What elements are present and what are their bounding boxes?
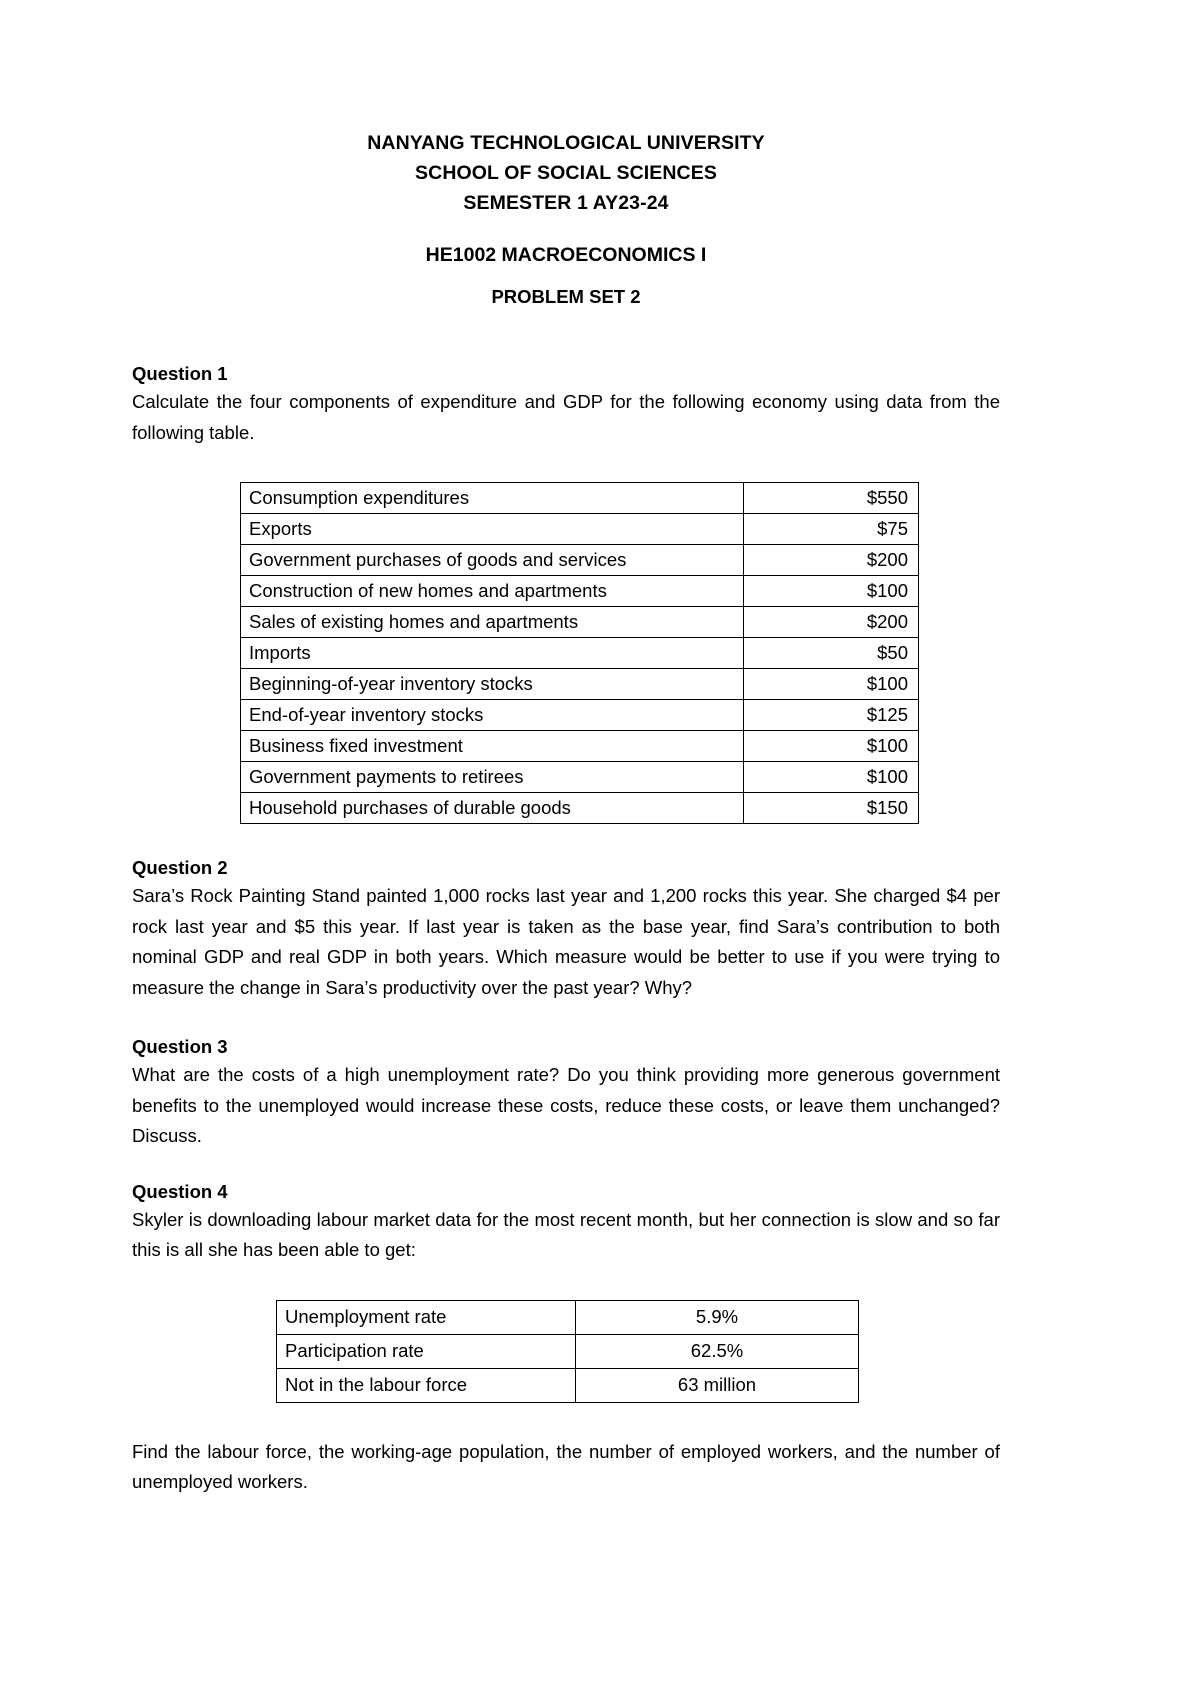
table-row [241,793,919,824]
expenditure-row-label: Imports [241,638,744,669]
header-course-title: HE1002 MACROECONOMICS I [425,244,707,266]
expenditure-row-value: $100 [744,762,919,793]
table-row [241,514,919,545]
table-row [241,576,919,607]
question-3-heading: Question 3 [132,1036,228,1057]
expenditure-row-value: $200 [744,607,919,638]
expenditure-row-value: $50 [744,638,919,669]
expenditure-row-value: $100 [744,731,919,762]
expenditure-row-label: Construction of new homes and apartments [241,576,744,607]
labour-market-table [276,1300,859,1403]
expenditure-row-value: $75 [744,514,919,545]
question-2-body: Sara’s Rock Painting Stand painted 1,000 rocks last year and 1,200 rocks this year. She charged $4 per rock last year and $5 this year. If last year is taken as the base year, find Sara’s contribution to both nominal GDP and real GDP in both years. Which measure would be better to use if you were trying to measure the change in Sara’s productivity over the past year? Why? [132,885,1000,998]
spacer [132,1003,1000,1033]
table-row [241,669,919,700]
table-row [277,1300,859,1334]
expenditure-row-label: Business fixed investment [241,731,744,762]
question-4-closing-instruction: Find the labour force, the working-age population, the number of employed workers, and the number of unemployed workers. [132,1440,1000,1492]
spacer [132,1403,1000,1437]
table-row [241,762,919,793]
question-3-body: What are the costs of a high unemployment rate? Do you think providing more generous government benefits to the unemployed would increase these costs, reduce these costs, or leave them unchanged? Discuss. [132,1064,1000,1146]
table-row [277,1368,859,1402]
expenditure-row-label: Government purchases of goods and services [241,545,744,576]
document-header [132,128,1000,218]
expenditure-row-label: Government payments to retirees [241,762,744,793]
expenditure-row-label: Sales of existing homes and apartments [241,607,744,638]
expenditure-row-value: $150 [744,793,919,824]
question-4-heading: Question 4 [132,1180,228,1202]
labour-row-label: Not in the labour force [277,1368,576,1402]
question-1-heading: Question 1 [132,363,228,384]
expenditure-row-value: $125 [744,700,919,731]
table-row [241,700,919,731]
expenditure-row-label: End-of-year inventory stocks [241,700,744,731]
labour-row-value: 5.9% [576,1300,859,1334]
document-body [132,128,1000,1498]
header-spacer [132,218,1000,240]
spacer [132,1152,1000,1178]
table-row [241,638,919,669]
labour-row-label: Unemployment rate [277,1300,576,1334]
table-row [277,1334,859,1368]
header-assignment-title: PROBLEM SET 2 [491,286,641,307]
spacer [132,824,1000,854]
question-4-body: Skyler is downloading labour market data for the most recent month, but her connection is slow and so far this is all she has been able to get: [132,1208,1000,1260]
expenditure-row-label: Exports [241,514,744,545]
expenditure-table [240,482,919,824]
expenditure-row-value: $100 [744,669,919,700]
table-row [241,607,919,638]
expenditure-row-label: Household purchases of durable goods [241,793,744,824]
expenditure-row-value: $100 [744,576,919,607]
labour-row-value: 63 million [576,1368,859,1402]
header-institution-line-2: SCHOOL OF SOCIAL SCIENCES [415,162,717,184]
question-1-body: Calculate the four components of expenditure and GDP for the following economy using data from the following table. [132,391,1000,443]
table-row [241,731,919,762]
expenditure-row-label: Beginning-of-year inventory stocks [241,669,744,700]
expenditure-row-value: $200 [744,545,919,576]
table-row [241,545,919,576]
table-row [241,483,919,514]
spacer [132,448,1000,482]
labour-row-label: Participation rate [277,1334,576,1368]
header-institution-line-3: SEMESTER 1 AY23-24 [463,192,669,214]
expenditure-row-value: $550 [744,483,919,514]
expenditure-row-label: Consumption expenditures [241,483,744,514]
spacer [132,312,1000,360]
spacer [132,1266,1000,1300]
question-2-heading: Question 2 [132,857,228,878]
labour-row-value: 62.5% [576,1334,859,1368]
header-institution-line-1: NANYANG TECHNOLOGICAL UNIVERSITY [367,132,765,154]
